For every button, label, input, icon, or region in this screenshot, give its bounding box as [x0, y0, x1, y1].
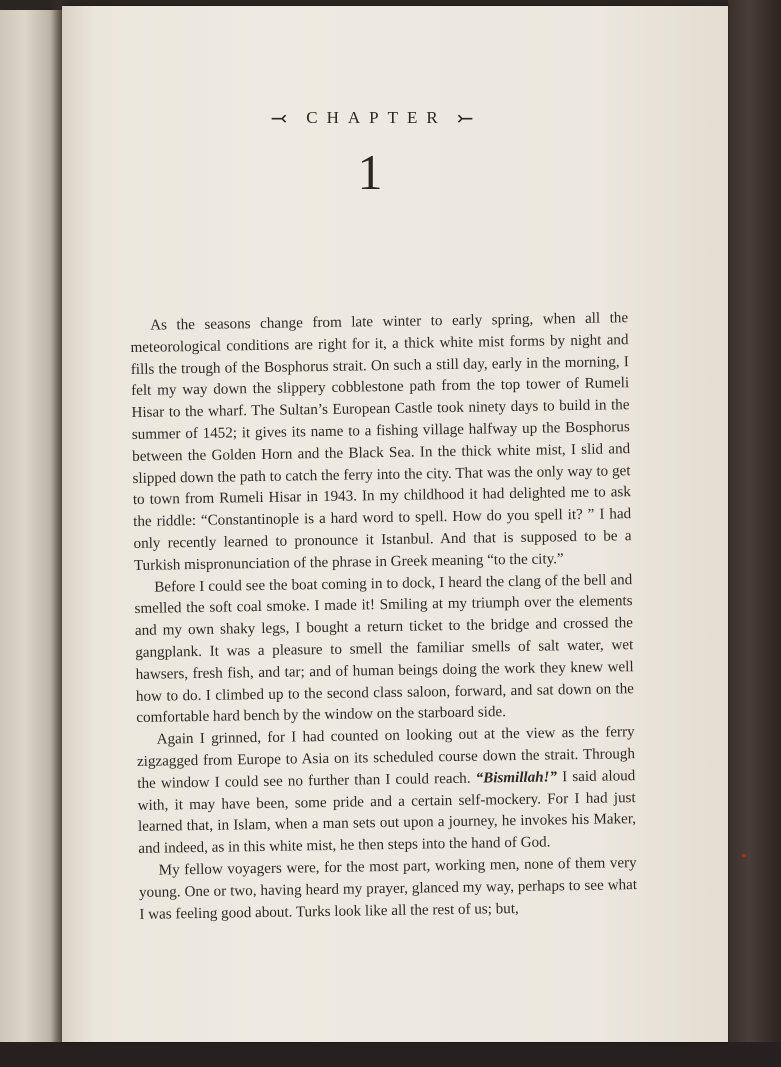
paragraph-2 — [134, 570, 634, 730]
ornament-left-icon: ⤙ — [270, 106, 288, 130]
book-cover-edge — [728, 0, 781, 1067]
paragraph-text: Again I grinned, for I had counted on looking out at the view as the ferry zigzagged from Europe to Asia on its scheduled course down the strait. Through the window I could see no further than I could reach. — [136, 724, 636, 792]
paragraph-text: As the seasons change from late winter to early spring, when all the meteorological conditions are right for it, a thick white mist forms by night and fills the trough of the Bosphorus strait. On such a still day, early in the morning, I felt my way down the slippery cobblestone path from the top tower of Rumeli Hisar to the wharf. The Sultan’s European Castle took ninety days to build in the summer of 1452; it gives its name to a fishing village halfway up the Bosphorus between the Golden Horn and the Black Sea. In the thick white mist, I slid and slipped down the path to catch the ferry into the city. That was the only way to get to town from Rumeli Hisar in 1943. In my childhood it had delighted me to ask the riddle: “Constantinople is a hard word to spell. How do you spell it? ” I had only recently learned to pronounce it Istanbul. And that is supposed to be a Turkish mispronunciation of the phrase in Greek meaning “to the city.” — [130, 310, 632, 574]
paragraph-text: My fellow voyagers were, for the most part, working men, none of them very young. One or two, having heard my prayer, glanced my way, perhaps to see what I was feeling good about. Turks look like all the rest of us; but, — [138, 855, 638, 923]
ornament-right-icon: ⤚ — [456, 106, 474, 130]
chapter-heading — [222, 104, 522, 132]
ink-speck — [742, 854, 746, 857]
paragraph-text: I said aloud with, it may have been, some pride and a certain self-mockery. For I had just learned that, in Islam, when a man sets out upon a journey, he invokes his Maker, and indeed, as in this white mist, he then steps into the hand of God. — [137, 767, 637, 858]
body-text — [130, 308, 638, 926]
paragraph-1 — [130, 308, 632, 577]
chapter-number: 1 — [357, 144, 383, 200]
paragraph-text: Before I could see the boat coming in to dock, I heard the clang of the bell and smelled the soft coal smoke. I made it! Smiling at my triumph over the elements and my own shaky legs, I bought a return ticket to the bridge and crossed the gangplank. It was a pleasure to smell the familiar smells of salt water, wet hawsers, fresh fish, and tar; and of human beings doing the work they knew well how to do. I climbed up to the second class saloon, forward, and sat down on the comfortable hard bench by the window on the starboard side. — [134, 571, 635, 727]
scan-background — [0, 1042, 781, 1067]
emphasized-text: “Bismillah!” — [475, 769, 558, 787]
paragraph-4 — [139, 853, 638, 926]
chapter-label: CHAPTER — [306, 108, 447, 127]
paragraph-3 — [137, 722, 637, 861]
